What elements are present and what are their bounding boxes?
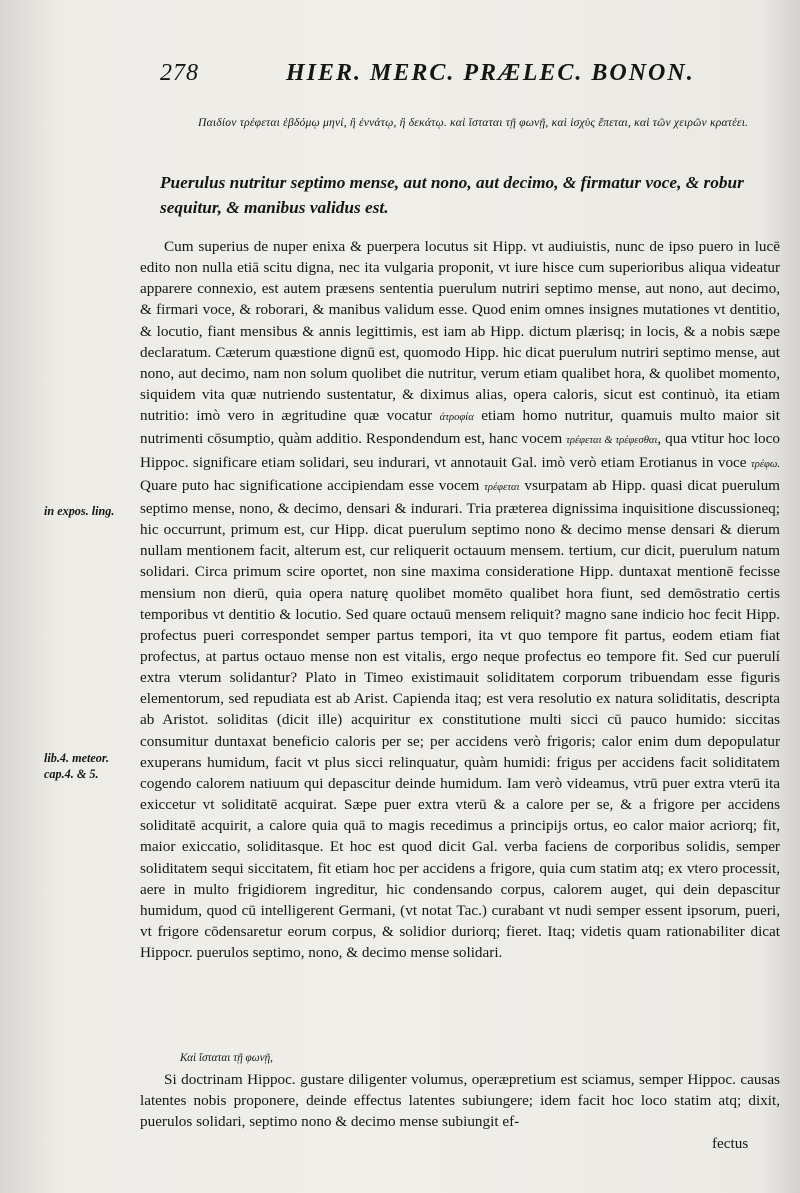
running-title: HIER. MERC. PRÆLEC. BONON. (286, 60, 695, 86)
greek-aphorism: Παιδίον τρέφεται ἑβδόμῳ μηνί, ἢ ἐννάτῳ, ἢ δεκάτῳ. καὶ ἵσταται τῇ φωνῇ, καὶ ἰσχὺς ἔπεται, καὶ τῶν χειρῶν κρατέει. (198, 116, 749, 129)
greek-term: ἀτροφία (439, 412, 474, 424)
page-header (160, 60, 720, 90)
paragraph-text: etiam homo nutritur, quamuis multo maior sit nutrimenti cōsumptio, quàm additio. Respondendum est, hanc vocem (140, 407, 780, 448)
commentary-paragraph-1 (140, 236, 780, 963)
margin-note-expos-ling: in expos. ling. (44, 504, 115, 518)
greek-term: τρέφεται (484, 481, 520, 493)
greek-lemma: Καὶ ἵσταται τῇ φωνῇ, (180, 1052, 273, 1064)
latin-aphorism-translation: Puerulus nutritur septimo mense, aut nono, aut decimo, & firmatur voce, & robur sequitur, & manibus validus est. (160, 173, 744, 217)
paragraph-text: Cum superius de nuper enixa & puerpera locutus sit Hipp. vt audiuistis, nunc de ipso puero in lucē edito non nulla etiā scitu digna, nec ita vulgaria proponit, vt iure hisce cum superioribus aliqua videatur apparere connexio, est autem præsens sententia puerulum nutriri septimo mense, aut nono, aut decimo, & firmari voce, & roborari, & manibus validum esse. Quod enim omnes insignes mutationes vt dentitio, & locutio, fiant mensibus & annis legittimis, est iam ab Hipp. dictum plærisq; in locis, & a nobis sæpe declaratum. Cæterum quæstione dignū est, quomodo Hipp. hic dicat puerulum nutriri septimo mense, aut nono, aut decimo, nam non solum quolibet die nutritur, verum etiam qualibet hora, & quolibet momento, siquidem vita quæ nutriendo sustentatur, & diximus alias, opera caloris, sicut est continuò, ita etiam nutritio: imò vero in ægritudine quæ vocatur (140, 238, 780, 425)
paragraph-text: Si doctrinam Hippoc. gustare diligenter volumus, operæpretium est sciamus, semper Hippoc. causas latentes nobis proponere, deinde effectus latentes subiungere; idem facit hoc loco statim atq; dixit, puerulos solidari, septimo nono & decimo mense subiungit ef- (140, 1071, 780, 1131)
paragraph-text: Quare puto hac significatione accipiendam esse vocem (140, 476, 480, 494)
margin-note-meteor: lib.4. meteor. cap.4. & 5. (44, 751, 109, 781)
paragraph-text: vsurpatam ab Hipp. quasi dicat puerulum septimo mense, nono, & decimo, densari & indurari. Tria præterea dignissima inquisitione discussioneq; hic occurrunt, primum est, cur Hipp. dicat puerulum septimo nono & decimo mense densari & dierum nullam mentionem facit, alterum est, cur reliquerit octauum mensem. tertium, cur dicit, puerulum natum solidari. Circa primum scire oportet, non sine maxima consideratione Hipp. duntaxat mentionē fecisse mensium non dierū, quia opera naturę quolibet momēto qualibet hora fiunt, sed demōstratio certis temporibus vt dentitio & locutio. Sed quare octauū mensem reliquit? magno sane indicio hoc fecit Hipp. profectus pueri correspondet semper partus tempori, ita vt quo tempore fit partus, eodem etiam fiat profectus, at partus octauo mense non est vitalis, ergo neque profectus eo tempore fit. Sed cur puerulí extra vterum solidantur? Plato in Timeo existimauit soliditatem corporum tribuendam esse figuris elementorum, sed repudiata est ab Arist. Capienda itaq; est vera resolutio ex natura soliditatis, descripta ab Aristot. soliditas (dicit ille) acquiritur ex constitutione multi sicci cū pauco humido: siccitas consumitur duntaxat beneficio caloris per se; per accidens verò frigoris; calor enim dum depopulatur exuperans humidum, facit vt plus sicci relinquatur, quàm humidi: frigus per accidens facit soliditatem cogendo calorem natiuum qui depascitur deinde humidum. Iam verò videamus, vtrū puer extra vterū ita exiccetur vt soliditatē acquirat. Sæpe puer extra vterū & a calore per se, & a frigore per accidens soliditatē acquirit, a calore quia quā to magis recedimus a principijs ortus, eo calor maior acriorq; fit, maior exiccatio, soliditasque. Et hoc est quod dicit Gal. verba faciens de corporibus solidis, semper soliditatem sequi siccitatem, fit etiam hoc per accidens a frigore, quia cum statim atq; ex vtero processit, aere in multo frigidiorem ingreditur, hic condensando corpus, calorem auget, qui dein depascitur humidum, quod cū intelligerent Germani, (vt notat Tac.) curabant vt nudi semper essent ipsorum, pueri, vt frigore cōdensaretur eorum corpus, & solidior duriorq; fieret. Itaq; videtis quam rationabiliter dicat Hippocr. puerulos septimo, nono, & decimo mense solidari. (140, 476, 780, 962)
greek-term: τρέφεται & τρέφεσθαι (566, 435, 658, 447)
commentary-paragraph-2 (140, 1069, 780, 1132)
catchword: fectus (712, 1135, 749, 1152)
greek-term: τρέφω. (750, 458, 780, 470)
page-number: 278 (160, 60, 199, 86)
paragraph-text: , qua vtitur hoc loco Hippoc. significare etiam solidari, seu indurari, vt annotauit Gal. imò verò etiam Erotianus in voce (140, 430, 780, 471)
